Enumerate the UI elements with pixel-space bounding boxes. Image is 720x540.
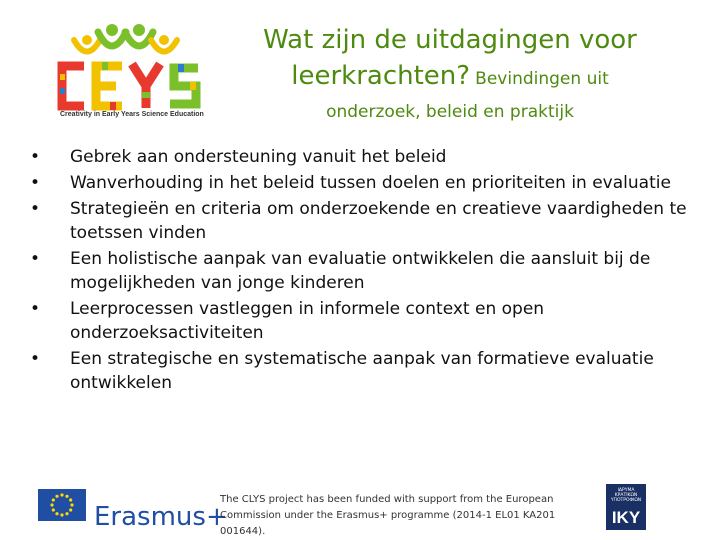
erasmus-logo-text: Erasmus+ <box>94 502 228 532</box>
ceys-logo <box>52 18 212 126</box>
iky-logo <box>606 484 646 530</box>
bullet-icon: • <box>30 199 41 219</box>
bullet-icon: • <box>30 173 41 193</box>
footer <box>0 478 720 540</box>
title-line-3: onderzoek, beleid en praktijk <box>326 102 574 122</box>
bullet-item <box>30 297 700 345</box>
bullet-item <box>30 171 700 195</box>
bullet-icon: • <box>30 147 41 167</box>
bullet-item <box>30 145 700 169</box>
bullet-icon: • <box>30 299 41 319</box>
title-line-2-sub: Bevindingen uit <box>475 69 609 89</box>
ceys-logo-graphic <box>52 18 212 118</box>
iky-label: IKY <box>611 508 641 527</box>
bullet-text: Een strategische en systematische aanpak van formatieve evaluatie ontwikkelen <box>70 349 654 393</box>
ceys-letters-graphic <box>60 62 198 110</box>
disclaimer-line-2: Commission under the Erasmus+ programme (2014-1 EL01 KA201 001644). <box>220 510 556 537</box>
bullet-text: Wanverhouding in het beleid tussen doelen en prioriteiten in evaluatie <box>70 173 671 193</box>
bullet-text: Een holistische aanpak van evaluatie ontwikkelen die aansluit bij de mogelijkheden van jonge kinderen <box>70 249 651 293</box>
bullet-icon: • <box>30 249 41 269</box>
iky-small-text: ΙΔΡΥΜΑ ΚΡΑΤΙΚΩΝ ΥΠΟΤΡΟΦΙΩΝ <box>610 488 642 503</box>
title-line-2: leerkrachten? <box>291 61 471 91</box>
funding-disclaimer <box>220 492 590 540</box>
bullet-list <box>30 145 700 397</box>
eu-flag-icon <box>38 489 86 521</box>
bullet-item <box>30 347 700 395</box>
bullet-text: Leerprocessen vastleggen in informele context en open onderzoeksactiviteiten <box>70 299 545 343</box>
bullet-text: Strategieën en criteria om onderzoekende en creatieve vaardigheden te toetssen vinden <box>70 199 687 243</box>
slide-title <box>245 22 655 126</box>
bullet-item <box>30 197 700 245</box>
disclaimer-line-1: The CLYS project has been funded with support from the European <box>220 494 554 505</box>
bullet-icon: • <box>30 349 41 369</box>
children-figures-icon <box>74 24 177 52</box>
title-line-1: Wat zijn de uitdagingen voor <box>263 25 637 55</box>
bullet-item <box>30 247 700 295</box>
bullet-text: Gebrek aan ondersteuning vanuit het beleid <box>70 147 447 167</box>
logo-tagline: Creativity in Early Years Science Education <box>60 111 204 118</box>
